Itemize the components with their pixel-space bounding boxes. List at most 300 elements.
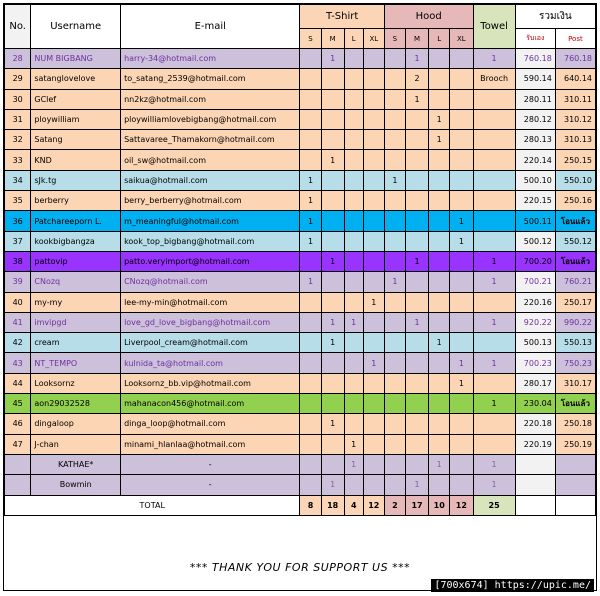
row-towel [473, 292, 515, 312]
row-username: KND [31, 150, 121, 170]
cell-tshirt-s [300, 312, 321, 332]
hood-size-m: M [405, 29, 428, 49]
thank-you-footer: *** THANK YOU FOR SUPPORT US *** [189, 561, 411, 574]
row-number: 40 [5, 292, 31, 312]
cell-tshirt-m [321, 292, 344, 312]
table-row [5, 373, 596, 393]
cell-hood-s [384, 109, 405, 129]
cell-hood-xl [450, 333, 473, 353]
cell-tshirt-l [344, 170, 363, 190]
cell-tshirt-xl [363, 373, 384, 393]
row-number: 37 [5, 231, 31, 251]
cell-tshirt-s [300, 414, 321, 434]
cell-tshirt-m [321, 454, 344, 474]
cell-hood-m: 2 [405, 69, 428, 89]
header-pickup: รับเอง [515, 29, 555, 49]
cell-hood-s: 1 [384, 170, 405, 190]
table-row [5, 170, 596, 190]
table-row [5, 191, 596, 211]
row-towel [473, 211, 515, 231]
row-pickup-amount: 500.12 [515, 231, 555, 251]
tshirt-size-xl: XL [363, 29, 384, 49]
cell-tshirt-s [300, 353, 321, 373]
total-tshirt-m: 18 [321, 495, 344, 515]
table-row [5, 292, 596, 312]
cell-tshirt-m [321, 109, 344, 129]
header-towel: Towel [473, 5, 515, 49]
row-post-amount: โอนแล้ว [555, 251, 595, 271]
cell-hood-xl [450, 150, 473, 170]
cell-tshirt-l [344, 89, 363, 109]
row-email: - [121, 454, 300, 474]
cell-tshirt-l [344, 150, 363, 170]
row-email: nn2kz@hotmail.com [121, 89, 300, 109]
cell-hood-xl [450, 475, 473, 495]
cell-hood-s [384, 292, 405, 312]
row-post-amount: โอนแล้ว [555, 394, 595, 414]
header-email: E-mail [121, 5, 300, 49]
cell-hood-m [405, 394, 428, 414]
row-towel: 1 [473, 454, 515, 474]
row-towel [473, 414, 515, 434]
table-row [5, 333, 596, 353]
cell-tshirt-s: 1 [300, 231, 321, 251]
cell-tshirt-xl [363, 394, 384, 414]
cell-hood-s [384, 211, 405, 231]
cell-hood-s [384, 373, 405, 393]
cell-hood-l: 1 [429, 454, 450, 474]
row-post-amount: 640.14 [555, 69, 595, 89]
cell-tshirt-xl [363, 475, 384, 495]
cell-hood-xl [450, 69, 473, 89]
row-number: 30 [5, 89, 31, 109]
row-email: Liverpool_cream@hotmail.com [121, 333, 300, 353]
table-row [5, 231, 596, 251]
cell-hood-l [429, 251, 450, 271]
row-post-amount: 250.15 [555, 150, 595, 170]
row-username: ploywilliam [31, 109, 121, 129]
total-tshirt-l: 4 [344, 495, 363, 515]
cell-tshirt-m [321, 231, 344, 251]
cell-hood-s [384, 454, 405, 474]
upic-watermark: [700x674] https://upic.me/ [431, 579, 594, 592]
row-email: oil_sw@hotmail.com [121, 150, 300, 170]
row-towel [473, 373, 515, 393]
tshirt-size-m: M [321, 29, 344, 49]
cell-hood-s [384, 251, 405, 271]
row-post-amount: 750.23 [555, 353, 595, 373]
row-number: 43 [5, 353, 31, 373]
row-username: Patchareeporn L. [31, 211, 121, 231]
table-row [5, 69, 596, 89]
cell-tshirt-s [300, 454, 321, 474]
cell-hood-xl [450, 414, 473, 434]
cell-tshirt-xl [363, 312, 384, 332]
cell-tshirt-xl [363, 89, 384, 109]
row-username: my-my [31, 292, 121, 312]
row-number: 34 [5, 170, 31, 190]
cell-hood-l: 1 [429, 333, 450, 353]
row-number: 38 [5, 251, 31, 271]
row-post-amount: 760.18 [555, 49, 595, 69]
cell-hood-m: 1 [405, 475, 428, 495]
row-pickup-amount: 700.20 [515, 251, 555, 271]
cell-hood-m [405, 109, 428, 129]
row-email: mahanacon456@hotmail.com [121, 394, 300, 414]
cell-tshirt-m [321, 272, 344, 292]
row-towel [473, 170, 515, 190]
row-email: dinga_loop@hotmail.com [121, 414, 300, 434]
cell-tshirt-s [300, 292, 321, 312]
row-post-amount: 250.18 [555, 414, 595, 434]
row-email: - [121, 475, 300, 495]
row-email: to_satang_2539@hotmail.com [121, 69, 300, 89]
row-username: sJk.tg [31, 170, 121, 190]
cell-hood-l [429, 394, 450, 414]
row-email: minami_hlanlaa@hotmail.com [121, 434, 300, 454]
cell-hood-l: 1 [429, 130, 450, 150]
row-post-amount: 310.11 [555, 89, 595, 109]
total-empty-post [555, 495, 595, 515]
row-email: saikua@hotmail.com [121, 170, 300, 190]
table-row [5, 251, 596, 271]
row-username: CNozq [31, 272, 121, 292]
cell-tshirt-s [300, 49, 321, 69]
cell-tshirt-xl [363, 272, 384, 292]
cell-hood-m [405, 454, 428, 474]
row-towel [473, 333, 515, 353]
row-towel [473, 130, 515, 150]
row-towel [473, 150, 515, 170]
cell-tshirt-s [300, 394, 321, 414]
row-email: Looksornz_bb.vip@hotmail.com [121, 373, 300, 393]
row-towel: Brooch [473, 69, 515, 89]
table-row [5, 475, 596, 495]
cell-tshirt-m [321, 211, 344, 231]
row-number [5, 454, 31, 474]
row-post-amount [555, 475, 595, 495]
cell-hood-xl [450, 251, 473, 271]
row-post-amount: 310.13 [555, 130, 595, 150]
cell-hood-m [405, 130, 428, 150]
cell-tshirt-m [321, 434, 344, 454]
row-email: CNozq@hotmail.com [121, 272, 300, 292]
cell-tshirt-xl [363, 69, 384, 89]
cell-tshirt-m [321, 170, 344, 190]
cell-hood-xl [450, 272, 473, 292]
cell-hood-s [384, 150, 405, 170]
cell-hood-m [405, 272, 428, 292]
cell-tshirt-s [300, 130, 321, 150]
hood-size-s: S [384, 29, 405, 49]
cell-tshirt-s [300, 333, 321, 353]
row-email: Sattavaree_Thamakorn@hotmail.com [121, 130, 300, 150]
cell-hood-s [384, 49, 405, 69]
cell-tshirt-l [344, 292, 363, 312]
row-post-amount: 250.17 [555, 292, 595, 312]
cell-hood-xl [450, 454, 473, 474]
cell-tshirt-s [300, 475, 321, 495]
cell-hood-m: 1 [405, 251, 428, 271]
row-number: 45 [5, 394, 31, 414]
cell-tshirt-l [344, 211, 363, 231]
row-post-amount: 310.17 [555, 373, 595, 393]
row-post-amount: 310.12 [555, 109, 595, 129]
cell-tshirt-l [344, 231, 363, 251]
cell-hood-l [429, 272, 450, 292]
row-pickup-amount: 500.11 [515, 211, 555, 231]
cell-tshirt-m [321, 89, 344, 109]
row-pickup-amount: 220.19 [515, 434, 555, 454]
row-username: Satang [31, 130, 121, 150]
row-number: 29 [5, 69, 31, 89]
cell-hood-l [429, 150, 450, 170]
cell-hood-xl [450, 434, 473, 454]
cell-tshirt-xl [363, 49, 384, 69]
cell-hood-s [384, 69, 405, 89]
cell-hood-m: 1 [405, 49, 428, 69]
row-pickup-amount: 220.18 [515, 414, 555, 434]
hood-size-l: L [429, 29, 450, 49]
table-row [5, 394, 596, 414]
row-pickup-amount: 220.16 [515, 292, 555, 312]
row-pickup-amount [515, 475, 555, 495]
cell-hood-xl [450, 49, 473, 69]
row-email: love_gd_love_bigbang@hotmail.com [121, 312, 300, 332]
cell-tshirt-s [300, 109, 321, 129]
total-empty-pickup [515, 495, 555, 515]
tshirt-size-l: L [344, 29, 363, 49]
cell-hood-xl [450, 394, 473, 414]
cell-tshirt-s [300, 89, 321, 109]
header-post: Post [555, 29, 595, 49]
row-post-amount: 760.21 [555, 272, 595, 292]
cell-tshirt-l [344, 353, 363, 373]
cell-hood-s [384, 333, 405, 353]
row-pickup-amount: 220.15 [515, 191, 555, 211]
row-email: m_meaningful@hotmail.com [121, 211, 300, 231]
row-post-amount: 990.22 [555, 312, 595, 332]
header-hood: Hood [384, 5, 473, 29]
total-towel: 25 [473, 495, 515, 515]
cell-hood-xl [450, 109, 473, 129]
cell-tshirt-xl [363, 109, 384, 129]
cell-hood-s [384, 394, 405, 414]
cell-tshirt-xl: 1 [363, 353, 384, 373]
cell-hood-s [384, 434, 405, 454]
row-post-amount: 250.16 [555, 191, 595, 211]
table-row [5, 434, 596, 454]
row-username: imvipgd [31, 312, 121, 332]
cell-hood-s [384, 89, 405, 109]
row-pickup-amount: 280.17 [515, 373, 555, 393]
table-row [5, 130, 596, 150]
cell-tshirt-xl [363, 211, 384, 231]
cell-hood-l [429, 69, 450, 89]
total-hood-s: 2 [384, 495, 405, 515]
row-pickup-amount: 280.11 [515, 89, 555, 109]
cell-hood-l [429, 414, 450, 434]
header-username: Username [31, 5, 121, 49]
cell-tshirt-m: 1 [321, 251, 344, 271]
cell-tshirt-l [344, 272, 363, 292]
cell-hood-l [429, 292, 450, 312]
row-username: NT_TEMPO [31, 353, 121, 373]
cell-hood-l: 1 [429, 109, 450, 129]
row-username: Bowmin [31, 475, 121, 495]
cell-tshirt-l: 1 [344, 454, 363, 474]
cell-tshirt-m [321, 373, 344, 393]
cell-tshirt-m: 1 [321, 312, 344, 332]
row-number: 35 [5, 191, 31, 211]
row-username: NUM BIGBANG [31, 49, 121, 69]
cell-tshirt-s: 1 [300, 272, 321, 292]
cell-hood-xl [450, 312, 473, 332]
row-pickup-amount: 700.21 [515, 272, 555, 292]
cell-tshirt-m: 1 [321, 49, 344, 69]
table-row [5, 49, 596, 69]
row-email: lee-my-min@hotmail.com [121, 292, 300, 312]
row-pickup-amount: 220.14 [515, 150, 555, 170]
cell-hood-xl: 1 [450, 211, 473, 231]
cell-tshirt-m [321, 394, 344, 414]
cell-hood-s [384, 130, 405, 150]
cell-tshirt-m [321, 69, 344, 89]
cell-tshirt-s [300, 434, 321, 454]
row-pickup-amount: 760.18 [515, 49, 555, 69]
table-row [5, 109, 596, 129]
row-number: 47 [5, 434, 31, 454]
cell-hood-xl: 1 [450, 373, 473, 393]
cell-tshirt-l [344, 394, 363, 414]
cell-hood-m [405, 292, 428, 312]
total-hood-m: 17 [405, 495, 428, 515]
cell-hood-m [405, 373, 428, 393]
row-username: pattovip [31, 251, 121, 271]
cell-hood-l [429, 231, 450, 251]
cell-hood-s [384, 414, 405, 434]
row-username: cream [31, 333, 121, 353]
cell-tshirt-s: 1 [300, 170, 321, 190]
cell-hood-xl [450, 191, 473, 211]
cell-tshirt-xl [363, 454, 384, 474]
cell-tshirt-xl [363, 191, 384, 211]
row-towel: 1 [473, 394, 515, 414]
cell-tshirt-xl [363, 251, 384, 271]
total-tshirt-xl: 12 [363, 495, 384, 515]
cell-tshirt-m: 1 [321, 333, 344, 353]
table-row [5, 150, 596, 170]
cell-tshirt-xl: 1 [363, 292, 384, 312]
table-row [5, 272, 596, 292]
row-pickup-amount: 590.14 [515, 69, 555, 89]
cell-hood-m [405, 211, 428, 231]
cell-tshirt-s [300, 69, 321, 89]
row-email: ploywilliamlovebigbang@hotmail.com [121, 109, 300, 129]
row-pickup-amount: 500.10 [515, 170, 555, 190]
cell-tshirt-l [344, 191, 363, 211]
cell-hood-m [405, 170, 428, 190]
row-towel: 1 [473, 475, 515, 495]
table-row [5, 312, 596, 332]
row-username: KATHAE* [31, 454, 121, 474]
hood-size-xl: XL [450, 29, 473, 49]
row-towel [473, 109, 515, 129]
row-towel [473, 231, 515, 251]
cell-hood-l [429, 170, 450, 190]
cell-tshirt-l [344, 373, 363, 393]
cell-tshirt-l [344, 414, 363, 434]
header-tshirt: T-Shirt [300, 5, 384, 29]
cell-hood-l [429, 353, 450, 373]
row-towel: 1 [473, 272, 515, 292]
row-towel [473, 89, 515, 109]
cell-hood-s [384, 353, 405, 373]
cell-tshirt-l: 1 [344, 434, 363, 454]
cell-hood-m [405, 150, 428, 170]
cell-tshirt-l: 1 [344, 312, 363, 332]
row-username: J-chan [31, 434, 121, 454]
row-towel: 1 [473, 312, 515, 332]
cell-hood-m [405, 333, 428, 353]
row-email: harry-34@hotmail.com [121, 49, 300, 69]
cell-hood-l [429, 211, 450, 231]
cell-tshirt-s: 1 [300, 211, 321, 231]
row-username: Looksornz [31, 373, 121, 393]
row-towel: 1 [473, 353, 515, 373]
tshirt-size-s: S [300, 29, 321, 49]
cell-tshirt-xl [363, 150, 384, 170]
cell-tshirt-l [344, 49, 363, 69]
cell-tshirt-xl [363, 130, 384, 150]
row-number: 31 [5, 109, 31, 129]
row-email: berry_berberry@hotmail.com [121, 191, 300, 211]
cell-tshirt-m [321, 191, 344, 211]
row-email: kook_top_bigbang@hotmail.com [121, 231, 300, 251]
row-pickup-amount: 700.23 [515, 353, 555, 373]
cell-hood-s [384, 475, 405, 495]
cell-hood-m: 1 [405, 312, 428, 332]
cell-hood-m [405, 191, 428, 211]
cell-hood-l [429, 89, 450, 109]
row-username: dingaloop [31, 414, 121, 434]
cell-tshirt-l [344, 333, 363, 353]
cell-hood-m [405, 434, 428, 454]
row-post-amount: 550.10 [555, 170, 595, 190]
row-number [5, 475, 31, 495]
table-row [5, 353, 596, 373]
total-hood-xl: 12 [450, 495, 473, 515]
row-post-amount: 550.12 [555, 231, 595, 251]
total-label: TOTAL [5, 495, 300, 515]
cell-tshirt-xl [363, 231, 384, 251]
row-towel [473, 191, 515, 211]
cell-tshirt-m [321, 353, 344, 373]
cell-tshirt-m: 1 [321, 414, 344, 434]
order-table [4, 4, 596, 516]
cell-tshirt-l [344, 69, 363, 89]
row-email: kulnida_ta@hotmail.com [121, 353, 300, 373]
table-row [5, 211, 596, 231]
row-towel: 1 [473, 49, 515, 69]
cell-hood-s [384, 191, 405, 211]
row-number: 39 [5, 272, 31, 292]
row-post-amount [555, 454, 595, 474]
row-email: patto.veryimport@hotmail.com [121, 251, 300, 271]
row-number: 42 [5, 333, 31, 353]
cell-tshirt-l [344, 109, 363, 129]
total-tshirt-s: 8 [300, 495, 321, 515]
